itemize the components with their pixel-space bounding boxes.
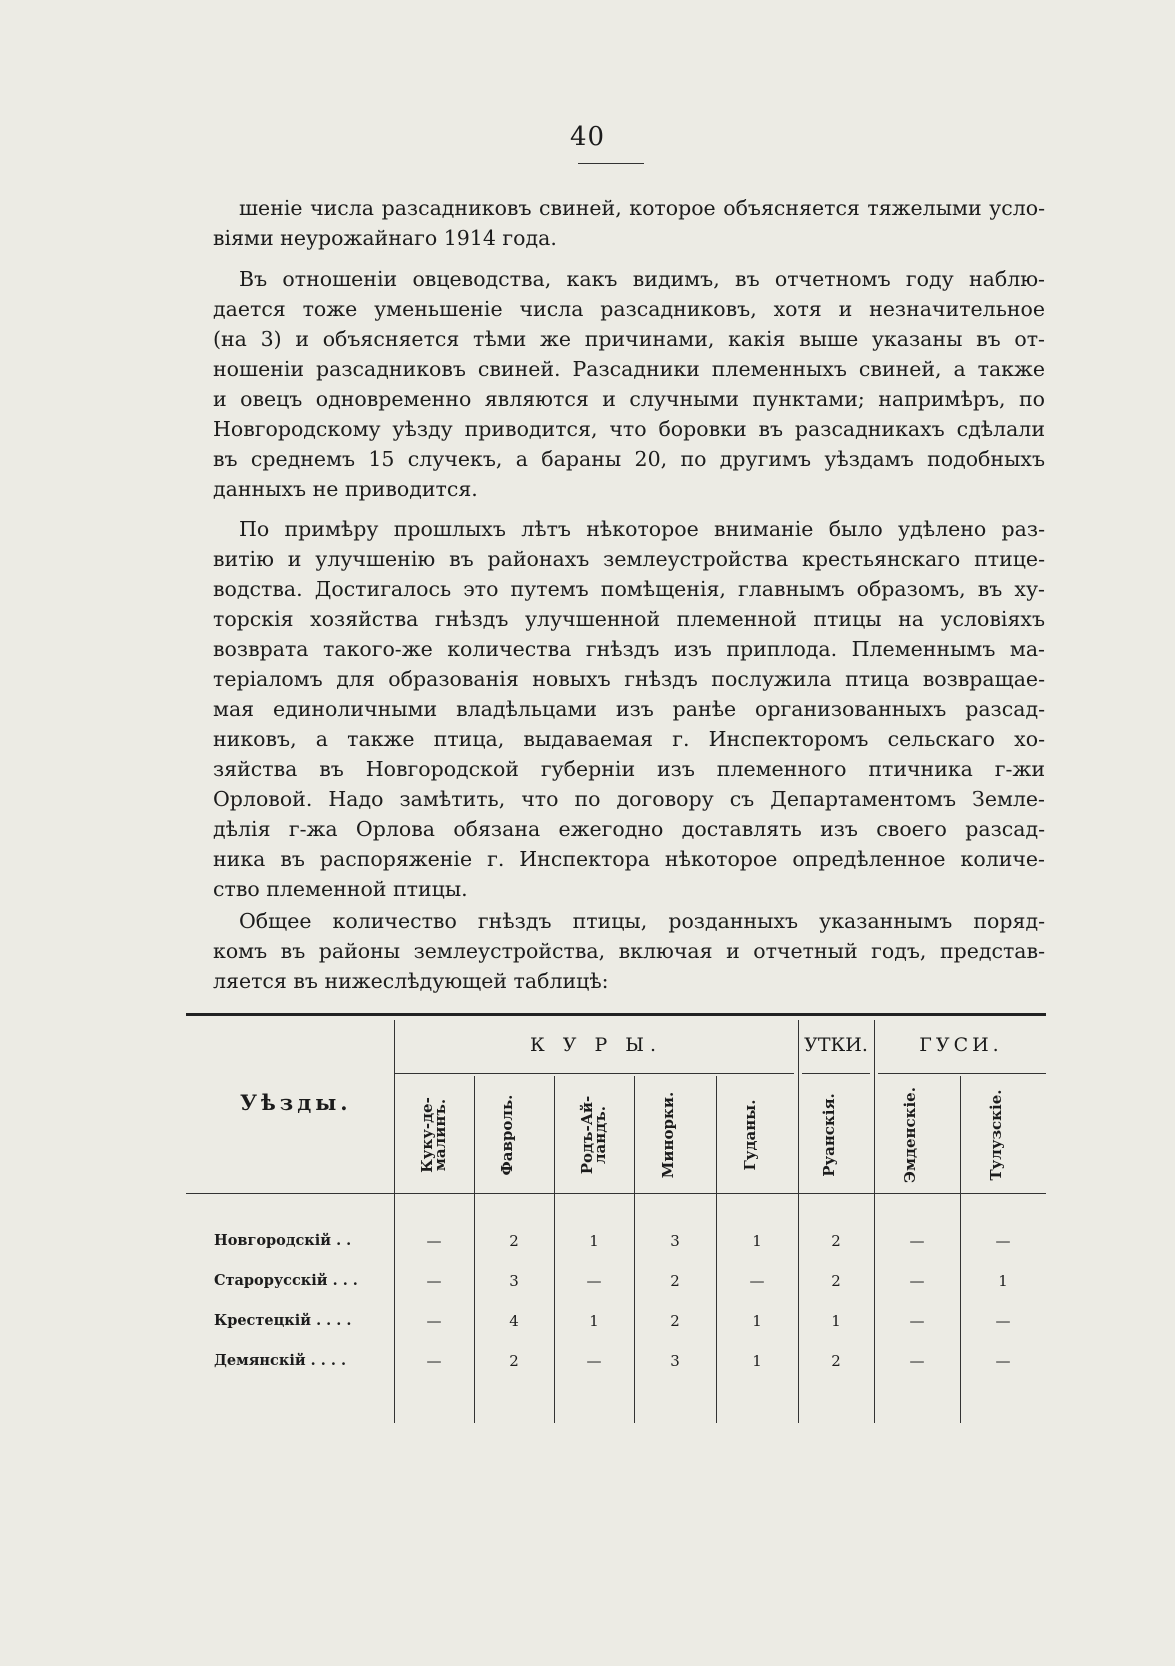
paragraph-4 (213, 906, 1045, 996)
table-cell: — (909, 1312, 925, 1330)
group-header-kury: К У Р Ы. (529, 1034, 663, 1056)
column-divider (394, 1020, 395, 1423)
column-divider (474, 1076, 475, 1423)
stub-header: Уѣзды. (240, 1090, 352, 1115)
row-label: Крестецкій . . . . (214, 1312, 352, 1329)
table-cell: 3 (670, 1352, 680, 1370)
table-cell: — (586, 1272, 602, 1290)
table-cell: 3 (670, 1232, 680, 1250)
table-cell: — (586, 1352, 602, 1370)
text-line: Новгородскому уѣзду приводится, что боровки въ разсадникахъ сдѣлали (213, 417, 1045, 441)
group-header-gusi: ГУСИ. (919, 1034, 1003, 1056)
page-number-underline (578, 163, 644, 164)
text-line: зяйства въ Новгородской губерніи изъ племенного птичника г-жи (213, 757, 1045, 781)
page-number: 40 (569, 122, 606, 152)
paragraph-3 (213, 514, 1045, 904)
text-line: Общее количество гнѣздъ птицы, розданныхъ указаннымъ поряд- (239, 909, 1045, 933)
text-line: віями неурожайнаго 1914 года. (213, 226, 557, 250)
text-line: ство племенной птицы. (213, 877, 468, 901)
table-cell: — (426, 1272, 442, 1290)
column-header: Эмденскіе. (901, 1087, 919, 1183)
column-header: Руанскія. (820, 1093, 838, 1177)
table-cell: 1 (752, 1352, 762, 1370)
text-line: По примѣру прошлыхъ лѣтъ нѣкоторое вниманіе было удѣлено раз- (239, 517, 1045, 541)
table-cell: — (995, 1232, 1011, 1250)
text-line: дается тоже уменьшеніе числа разсадниковъ, хотя и незначительное (213, 297, 1045, 321)
group-underline-utki (802, 1073, 870, 1074)
table-cell: — (995, 1352, 1011, 1370)
column-divider (554, 1076, 555, 1423)
table-cell: 2 (831, 1232, 841, 1250)
table-header-rule (186, 1193, 1046, 1194)
column-header: Куку-де-малинъ. (418, 1097, 449, 1173)
table-top-rule (186, 1013, 1046, 1016)
text-line: Въ отношеніи овцеводства, какъ видимъ, въ отчетномъ году наблю- (239, 267, 1045, 291)
table-cell: — (909, 1232, 925, 1250)
column-header: Тулузскіе. (987, 1089, 1005, 1181)
text-line: дѣлія г-жа Орлова обязана ежегодно доставлять изъ своего разсад- (213, 817, 1045, 841)
table-cell: 2 (509, 1232, 519, 1250)
table-cell: 1 (589, 1232, 599, 1250)
text-line: торскія хозяйства гнѣздъ улучшенной племенной птицы на условіяхъ (213, 607, 1045, 631)
text-line: и овецъ одновременно являются и случными пунктами; напримѣръ, по (213, 387, 1045, 411)
column-header: Фавроль. (498, 1094, 516, 1176)
row-label: Демянскій . . . . (214, 1352, 346, 1369)
text-line: Орловой. Надо замѣтить, что по договору съ Департаментомъ Земле- (213, 787, 1045, 811)
group-header-utki: УТКИ. (804, 1034, 868, 1056)
table-cell: — (909, 1272, 925, 1290)
column-header: Минорки. (659, 1091, 677, 1179)
text-line: мая единоличными владѣльцами изъ ранѣе организованныхъ разсад- (213, 697, 1045, 721)
text-line: (на 3) и объясняется тѣми же причинами, какія выше указаны въ от- (213, 327, 1045, 351)
table-cell: 2 (831, 1352, 841, 1370)
paragraph-1 (213, 193, 1045, 253)
text-line: теріаломъ для образованія новыхъ гнѣздъ послужила птица возвращае- (213, 667, 1045, 691)
text-line: ляется въ нижеслѣдующей таблицѣ: (213, 969, 609, 993)
column-divider (960, 1076, 961, 1423)
table-cell: 1 (752, 1232, 762, 1250)
table-cell: — (426, 1232, 442, 1250)
table-cell: — (995, 1312, 1011, 1330)
row-label: Старорусскій . . . (214, 1272, 358, 1289)
text-line: ника въ распоряженіе г. Инспектора нѣкоторое опредѣленное количе- (213, 847, 1045, 871)
table-cell: 1 (998, 1272, 1008, 1290)
text-line: шеніе числа разсадниковъ свиней, которое объясняется тяжелыми усло- (239, 196, 1045, 220)
group-underline-kury (394, 1073, 794, 1074)
table-cell: 3 (509, 1272, 519, 1290)
paragraph-2 (213, 264, 1045, 504)
column-divider (874, 1020, 875, 1423)
text-line: ношеніи разсадниковъ свиней. Разсадники племенныхъ свиней, а также (213, 357, 1045, 381)
table-cell: 1 (589, 1312, 599, 1330)
table-cell: 4 (509, 1312, 519, 1330)
table-cell: 2 (509, 1352, 519, 1370)
text-line: никовъ, а также птица, выдаваемая г. Инспекторомъ сельскаго хо- (213, 727, 1045, 751)
text-line: данныхъ не приводится. (213, 477, 478, 501)
table-cell: 2 (831, 1272, 841, 1290)
text-line: комъ въ районы землеустройства, включая и отчетный годъ, представ- (213, 939, 1045, 963)
table-cell: 1 (752, 1312, 762, 1330)
text-line: витію и улучшенію въ районахъ землеустройства крестьянскаго птице- (213, 547, 1045, 571)
row-label: Новгородскій . . (214, 1232, 352, 1249)
table-cell: 1 (831, 1312, 841, 1330)
column-header: Гуданы. (741, 1099, 759, 1171)
table-cell: 2 (670, 1312, 680, 1330)
table-cell: — (909, 1352, 925, 1370)
column-divider (716, 1076, 717, 1423)
table-cell: — (426, 1312, 442, 1330)
text-line: возврата такого-же количества гнѣздъ изъ приплода. Племеннымъ ма- (213, 637, 1045, 661)
table-cell: 2 (670, 1272, 680, 1290)
text-line: водства. Достигалось это путемъ помѣщенія, главнымъ образомъ, въ ху- (213, 577, 1045, 601)
column-divider (798, 1020, 799, 1423)
group-underline-gusi (878, 1073, 1046, 1074)
column-header: Родъ-Ай-ландъ. (578, 1095, 609, 1175)
table-cell: — (426, 1352, 442, 1370)
column-divider (634, 1076, 635, 1423)
text-line: въ среднемъ 15 случекъ, а бараны 20, по другимъ уѣздамъ подобныхъ (213, 447, 1045, 471)
table-cell: — (749, 1272, 765, 1290)
